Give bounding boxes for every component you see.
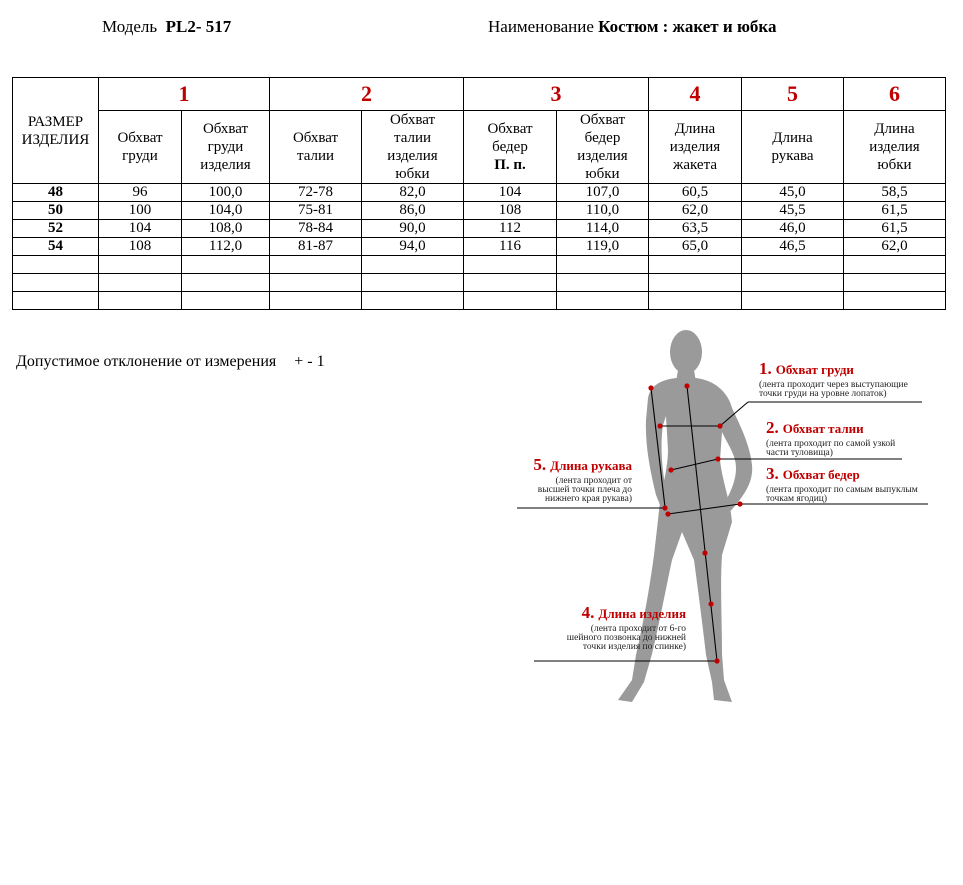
table-cell: 108,0 (182, 220, 270, 238)
size-table (12, 77, 946, 310)
group-number: 3 (464, 78, 649, 111)
label-desc: (лента проходит от (555, 476, 632, 486)
empty-cell (99, 292, 182, 310)
empty-cell (844, 256, 946, 274)
svg-text:2.Обхват талии (766, 418, 864, 437)
empty-cell (557, 256, 649, 274)
label-garment-length (567, 603, 686, 652)
table-cell: 108 (99, 238, 182, 256)
empty-cell (742, 256, 844, 274)
column-header-line: юбки (395, 166, 430, 182)
label-desc: точкам ягодиц) (766, 494, 828, 504)
model-value: PL2- 517 (165, 17, 232, 36)
table-cell: 108 (464, 202, 557, 220)
empty-cell (182, 292, 270, 310)
svg-text:3.Обхват бедер (766, 464, 860, 483)
group-number: 1 (99, 78, 270, 111)
column-header-line: рукава (771, 148, 814, 164)
label-desc: (лента проходит через выступающие (759, 380, 908, 390)
column-header-line: Обхват (487, 121, 533, 137)
table-cell: 46,0 (742, 220, 844, 238)
label-desc: нижнего края рукава) (545, 494, 632, 504)
column-header-line: груди (122, 148, 158, 164)
column-header-line: Обхват (292, 130, 339, 146)
label-number: 1. (759, 359, 772, 378)
empty-cell (270, 256, 362, 274)
table-cell: 116 (464, 238, 557, 256)
size-cell: 50 (13, 202, 99, 220)
table-cell: 86,0 (362, 202, 464, 220)
table-cell: 104 (464, 184, 557, 202)
label-chest (759, 359, 908, 399)
label-desc: высшей точки плеча до (537, 485, 632, 495)
column-header-line: Обхват (389, 112, 436, 128)
label-desc: точки изделия по спинке) (582, 642, 686, 652)
label-waist (766, 418, 895, 458)
table-cell: 45,0 (742, 184, 844, 202)
table-cell: 62,0 (649, 202, 742, 220)
empty-row (13, 292, 946, 310)
column-header (270, 111, 362, 184)
table-row (13, 184, 946, 202)
table-cell: 45,5 (742, 202, 844, 220)
group-number-row (13, 78, 946, 111)
column-header-line: Длина (874, 121, 915, 137)
label-desc: шейного позвонка до нижней (566, 633, 686, 643)
table-cell: 119,0 (557, 238, 649, 256)
measurement-figure (500, 320, 955, 715)
empty-row (13, 256, 946, 274)
column-header (649, 111, 742, 184)
svg-text:4.Длина изделия (582, 603, 686, 622)
column-header (182, 111, 270, 184)
empty-cell (557, 292, 649, 310)
table-cell: 61,5 (844, 220, 946, 238)
column-header (464, 111, 557, 184)
table-row (13, 220, 946, 238)
table-cell: 78-84 (270, 220, 362, 238)
table-cell: 112,0 (182, 238, 270, 256)
empty-cell (362, 256, 464, 274)
column-header-row (13, 111, 946, 184)
empty-cell (13, 274, 99, 292)
empty-cell (742, 292, 844, 310)
empty-cell (270, 292, 362, 310)
empty-cell (844, 274, 946, 292)
empty-cell (464, 256, 557, 274)
empty-cell (557, 274, 649, 292)
model-label: Модель (102, 17, 158, 36)
product-name-label: Наименование (488, 17, 594, 36)
size-cell: 54 (13, 238, 99, 256)
table-cell: 75-81 (270, 202, 362, 220)
empty-cell (362, 292, 464, 310)
column-header-line: изделия (669, 139, 721, 155)
label-title: Длина изделия (598, 606, 686, 621)
column-header-line: изделия (869, 139, 920, 155)
product-name-line (488, 17, 776, 37)
column-header-line: Длина (674, 121, 716, 137)
empty-cell (99, 274, 182, 292)
table-cell: 96 (99, 184, 182, 202)
table-cell: 82,0 (362, 184, 464, 202)
tolerance-value: + - 1 (294, 353, 325, 370)
table-cell: 63,5 (649, 220, 742, 238)
label-desc: (лента проходит по самым выпуклым (766, 485, 918, 495)
empty-cell (182, 274, 270, 292)
size-cell: 52 (13, 220, 99, 238)
column-header-line: Длина (772, 130, 813, 146)
table-cell: 100,0 (182, 184, 270, 202)
column-header (844, 111, 946, 184)
column-header-line: бедер (584, 130, 621, 146)
label-title: Обхват бедер (782, 467, 860, 482)
table-cell: 81-87 (270, 238, 362, 256)
label-number: 2. (766, 418, 779, 437)
table-row (13, 238, 946, 256)
column-header-line: изделия (387, 148, 438, 164)
label-hips (766, 464, 918, 504)
table-cell: 65,0 (649, 238, 742, 256)
column-header-line: Обхват (117, 130, 163, 146)
table-cell: 61,5 (844, 202, 946, 220)
empty-cell (13, 292, 99, 310)
svg-text:5.Длина рукава (533, 455, 632, 474)
table-cell: 112 (464, 220, 557, 238)
column-header-line: изделия (577, 148, 628, 164)
table-cell: 104 (99, 220, 182, 238)
tolerance-note (16, 353, 325, 371)
empty-cell (270, 274, 362, 292)
label-sleeve-length (533, 455, 632, 504)
empty-cell (464, 274, 557, 292)
size-header-line: РАЗМЕР (27, 113, 84, 130)
group-number: 4 (649, 78, 742, 111)
empty-cell (182, 256, 270, 274)
empty-cell (649, 292, 742, 310)
column-header (99, 111, 182, 184)
label-number: 4. (581, 603, 595, 622)
table-cell: 90,0 (362, 220, 464, 238)
empty-cell (464, 292, 557, 310)
label-desc: точки груди на уровне лопаток) (759, 389, 887, 399)
table-cell: 104,0 (182, 202, 270, 220)
column-header-line: талии (296, 148, 335, 164)
label-title: Обхват груди (775, 362, 854, 377)
column-header-line: талии (393, 130, 432, 146)
svg-text:1.Обхват груди (759, 359, 854, 378)
column-header-line: П. п. (494, 157, 526, 173)
empty-row (13, 274, 946, 292)
group-number: 5 (742, 78, 844, 111)
table-row (13, 202, 946, 220)
table-cell: 100 (99, 202, 182, 220)
model-line (102, 17, 231, 37)
table-cell: 114,0 (557, 220, 649, 238)
label-desc: (лента проходит по самой узкой (766, 439, 896, 449)
size-header-line: ИЗДЕЛИЯ (21, 131, 90, 148)
column-header-line: груди (207, 139, 244, 155)
size-header-cell (13, 78, 99, 184)
table-body (13, 184, 946, 310)
group-number: 2 (270, 78, 464, 111)
column-header (557, 111, 649, 184)
column-header-line: жакета (673, 157, 717, 173)
size-cell: 48 (13, 184, 99, 202)
tolerance-label: Допустимое отклонение от измерения (16, 353, 277, 370)
empty-cell (362, 274, 464, 292)
empty-cell (99, 256, 182, 274)
empty-cell (649, 274, 742, 292)
table-cell: 60,5 (649, 184, 742, 202)
column-header-line: юбки (585, 166, 620, 182)
group-number: 6 (844, 78, 946, 111)
table-cell: 110,0 (557, 202, 649, 220)
product-name-value: Костюм : жакет и юбка (598, 17, 777, 36)
empty-cell (13, 256, 99, 274)
column-header (742, 111, 844, 184)
table-cell: 58,5 (844, 184, 946, 202)
column-header (362, 111, 464, 184)
empty-cell (844, 292, 946, 310)
table-cell: 94,0 (362, 238, 464, 256)
table-cell: 107,0 (557, 184, 649, 202)
column-header-line: бедер (492, 139, 528, 155)
table-cell: 46,5 (742, 238, 844, 256)
column-header-line: изделия (200, 157, 251, 173)
label-title: Длина рукава (550, 458, 632, 473)
label-number: 3. (766, 464, 779, 483)
table-cell: 72-78 (270, 184, 362, 202)
label-desc: (лента проходит от 6-го (590, 624, 686, 634)
label-desc: части туловища) (766, 448, 833, 458)
label-title: Обхват талии (782, 421, 864, 436)
label-number: 5. (533, 455, 547, 474)
column-header-line: юбки (877, 157, 912, 173)
empty-cell (649, 256, 742, 274)
column-header-line: Обхват (202, 121, 249, 137)
table-cell: 62,0 (844, 238, 946, 256)
column-header-line: Обхват (579, 112, 626, 128)
empty-cell (742, 274, 844, 292)
